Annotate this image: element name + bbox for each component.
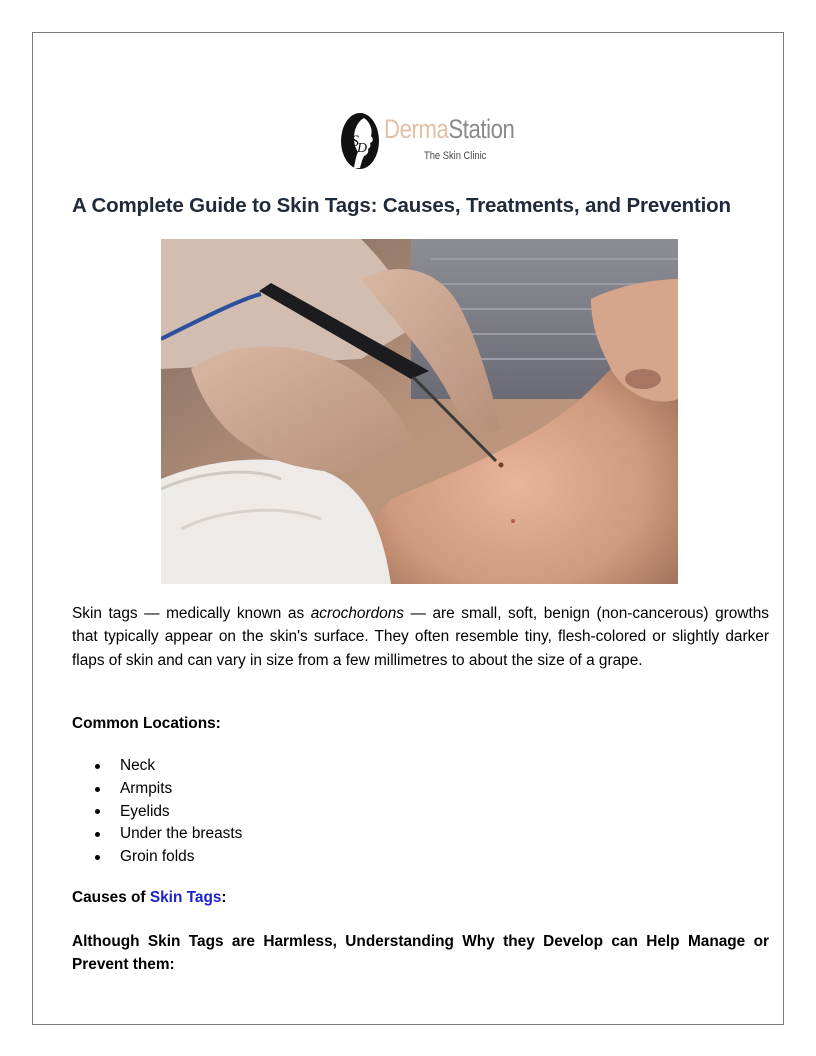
list-item (95, 801, 242, 824)
intro-term: acrochordons (310, 605, 404, 622)
logo-name-station: Station (448, 114, 515, 144)
locations-heading: Common Locations: (72, 715, 221, 732)
hero-image (161, 239, 678, 584)
bullet-icon (95, 787, 100, 792)
intro-text-before: Skin tags — medically known as (72, 605, 311, 622)
list-item-label: Eyelids (120, 802, 170, 820)
logo-mark-icon (340, 112, 380, 170)
list-item (95, 846, 242, 869)
causes-prefix: Causes of (72, 889, 150, 906)
list-item (95, 778, 242, 801)
bullet-icon (95, 809, 100, 814)
skin-tags-link[interactable]: Skin Tags (149, 889, 222, 906)
causes-heading (72, 889, 227, 907)
list-item (95, 755, 242, 778)
bullet-icon (95, 855, 100, 860)
why-heading: Although Skin Tags are Harmless, Understanding Why they Develop can Help Manage or Prevent them: (72, 933, 769, 973)
list-item-label: Groin folds (120, 848, 195, 866)
svg-text:D: D (357, 141, 368, 156)
svg-text:S: S (351, 133, 359, 150)
intro-text-after: — are small, soft, benign (non-cancerous) growths that typically appear on the skin's surface. They often resemble tiny, flesh-colored or slightly darker flaps of skin and can vary in size from a few millimetres to about the size of a grape. (72, 605, 769, 669)
list-item-label: Neck (120, 757, 156, 774)
bullet-icon (95, 764, 100, 769)
dermastation-logo (338, 112, 528, 172)
locations-list (95, 755, 242, 869)
list-item (95, 823, 242, 846)
skin-tag-removal-photo-icon (161, 239, 678, 584)
logo-name-derma: Derma (384, 114, 449, 144)
intro-paragraph (72, 602, 769, 672)
bullet-icon (95, 832, 100, 837)
page-title: A Complete Guide to Skin Tags: Causes, Treatments, and Prevention (72, 194, 731, 217)
logo-name (384, 114, 514, 145)
list-item-label: Armpits (120, 779, 173, 797)
causes-suffix: : (221, 889, 227, 906)
logo-tagline: The Skin Clinic (424, 150, 487, 162)
list-item-label: Under the breasts (120, 825, 243, 843)
